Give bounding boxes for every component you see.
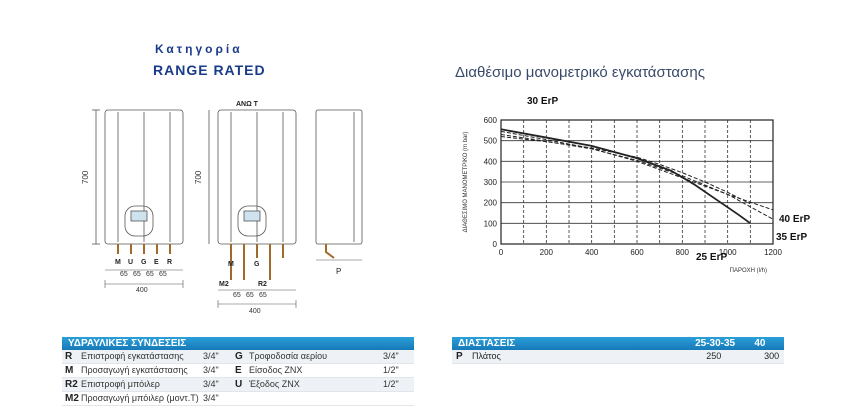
- side-depth-label: P: [336, 267, 342, 276]
- connection-description: Είσοδος ΖΝΧ: [249, 365, 303, 375]
- series-line-30-erp: [501, 137, 750, 204]
- hydraulic-table-title: ΥΔΡΑΥΛΙΚΕΣ ΣΥΝΔΕΣΕΙΣ: [62, 337, 414, 350]
- x-tick-label: 400: [584, 248, 599, 257]
- rear-letter-m2: M2: [219, 281, 229, 288]
- connection-code: U: [235, 379, 243, 390]
- dimensions-row: [452, 350, 784, 364]
- letter-m: M: [115, 259, 121, 266]
- dimensions-value-1: 250: [706, 351, 722, 361]
- top-label: ΑΝΩ Τ: [236, 101, 258, 108]
- connection-size: 1/2": [383, 365, 399, 375]
- connection-code: M2: [65, 393, 79, 404]
- letter-e: E: [154, 259, 159, 266]
- connection-code: M: [65, 365, 74, 376]
- letter-r: R: [167, 259, 173, 266]
- letter-u: U: [128, 259, 134, 266]
- front-view: [92, 110, 183, 244]
- x-tick-label: 0: [498, 248, 504, 257]
- connection-size: 3/4": [203, 351, 219, 361]
- connection-size: 3/4": [203, 379, 219, 389]
- table-row: [62, 364, 414, 378]
- connection-code: G: [235, 351, 243, 362]
- x-tick-label: 600: [630, 248, 644, 257]
- y-tick-label: 600: [483, 116, 497, 125]
- range-rated-label: RANGE RATED: [153, 62, 266, 78]
- table-row: [62, 378, 414, 392]
- connection-description: [249, 392, 383, 405]
- rear-letter-r2: R2: [258, 281, 267, 288]
- x-axis-label: ΠΑΡΟΧΗ (l/h): [729, 268, 767, 274]
- series-annotation: 25 ErP: [696, 252, 728, 263]
- connection-description: Προσαγωγή μπόιλερ (μοντ.T): [81, 393, 199, 403]
- spacing-1: 65: [120, 271, 128, 278]
- connection-code: [231, 392, 249, 405]
- category-label: Κατηγορία: [155, 42, 243, 56]
- connection-description: Προσαγωγή εγκατάστασης: [81, 365, 188, 375]
- y-tick-label: 100: [483, 219, 497, 229]
- table-row: [62, 350, 414, 364]
- dimensions-code: P: [456, 351, 463, 362]
- connection-description: Έξοδος ΖΝΧ: [249, 379, 300, 389]
- chart-title: Διαθέσιμο μανομετρικό εγκατάστασης: [455, 64, 705, 81]
- side-view: [316, 110, 362, 260]
- boiler-technical-drawing: [78, 98, 378, 320]
- letter-g: G: [141, 259, 147, 266]
- connection-code: R2: [65, 379, 78, 390]
- connection-size: 3/4": [383, 351, 399, 361]
- connection-description: Επιστροφή μπόιλερ: [81, 379, 160, 389]
- head-flow-chart: [455, 92, 825, 310]
- connection-size: 3/4": [203, 393, 219, 403]
- dimensions-value-2: 300: [764, 351, 780, 361]
- rear-height-label: 700: [194, 170, 203, 184]
- dimensions-table-header: [452, 337, 784, 350]
- spacing-2: 65: [133, 271, 141, 278]
- connection-code: E: [235, 365, 242, 376]
- rear-letter-g: G: [254, 261, 260, 268]
- connection-description: Επιστροφή εγκατάστασης: [81, 351, 184, 361]
- dimensions-table-title: ΔΙΑΣΤΑΣΕΙΣ: [458, 338, 516, 349]
- rear-view: [209, 110, 296, 244]
- rear-spacing-1: 65: [233, 292, 241, 299]
- rear-letter-m: M: [228, 261, 234, 268]
- spacing-4: 65: [159, 271, 167, 278]
- y-tick-label: 300: [483, 178, 497, 187]
- series-annotation: 35 ErP: [776, 232, 808, 243]
- spacing-3: 65: [146, 271, 154, 278]
- front-width-label: 400: [136, 287, 148, 294]
- dimensions-col-1: 25-30-35: [695, 338, 736, 349]
- y-tick-label: 400: [483, 157, 497, 167]
- x-tick-label: 200: [539, 248, 554, 257]
- table-row: [62, 392, 414, 406]
- connection-description: Τροφοδοσία αερίου: [249, 351, 327, 361]
- y-tick-label: 0: [492, 240, 497, 249]
- connection-size: 3/4": [203, 365, 219, 375]
- connection-size: [383, 392, 403, 405]
- dimensions-label: Πλάτος: [471, 351, 501, 361]
- x-tick-label: 1000: [718, 248, 737, 257]
- y-axis-label: ΔΙΑΘΕΣΙΜΟ ΜΑΝΟΜΕΤΡΙΚΟ (m bar): [463, 131, 469, 233]
- y-tick-label: 500: [483, 136, 497, 146]
- rear-width-label: 400: [249, 308, 261, 315]
- hydraulic-connections-table: [62, 337, 414, 406]
- connection-size: 1/2": [383, 379, 399, 389]
- connection-code: R: [65, 351, 73, 362]
- rear-spacing-3: 65: [259, 292, 267, 299]
- front-pipes: [118, 244, 170, 254]
- rear-spacing-2: 65: [246, 292, 254, 299]
- y-tick-label: 200: [483, 198, 497, 208]
- dimensions-table: [452, 337, 784, 364]
- series-annotation: 30 ErP: [527, 96, 559, 107]
- x-tick-label: 1200: [764, 248, 782, 257]
- dimensions-col-2: 40: [754, 338, 766, 349]
- x-tick-label: 800: [675, 248, 690, 257]
- series-annotation: 40 ErP: [779, 214, 811, 225]
- series-line-25-erp: [501, 129, 750, 223]
- front-height-label: 700: [81, 170, 90, 184]
